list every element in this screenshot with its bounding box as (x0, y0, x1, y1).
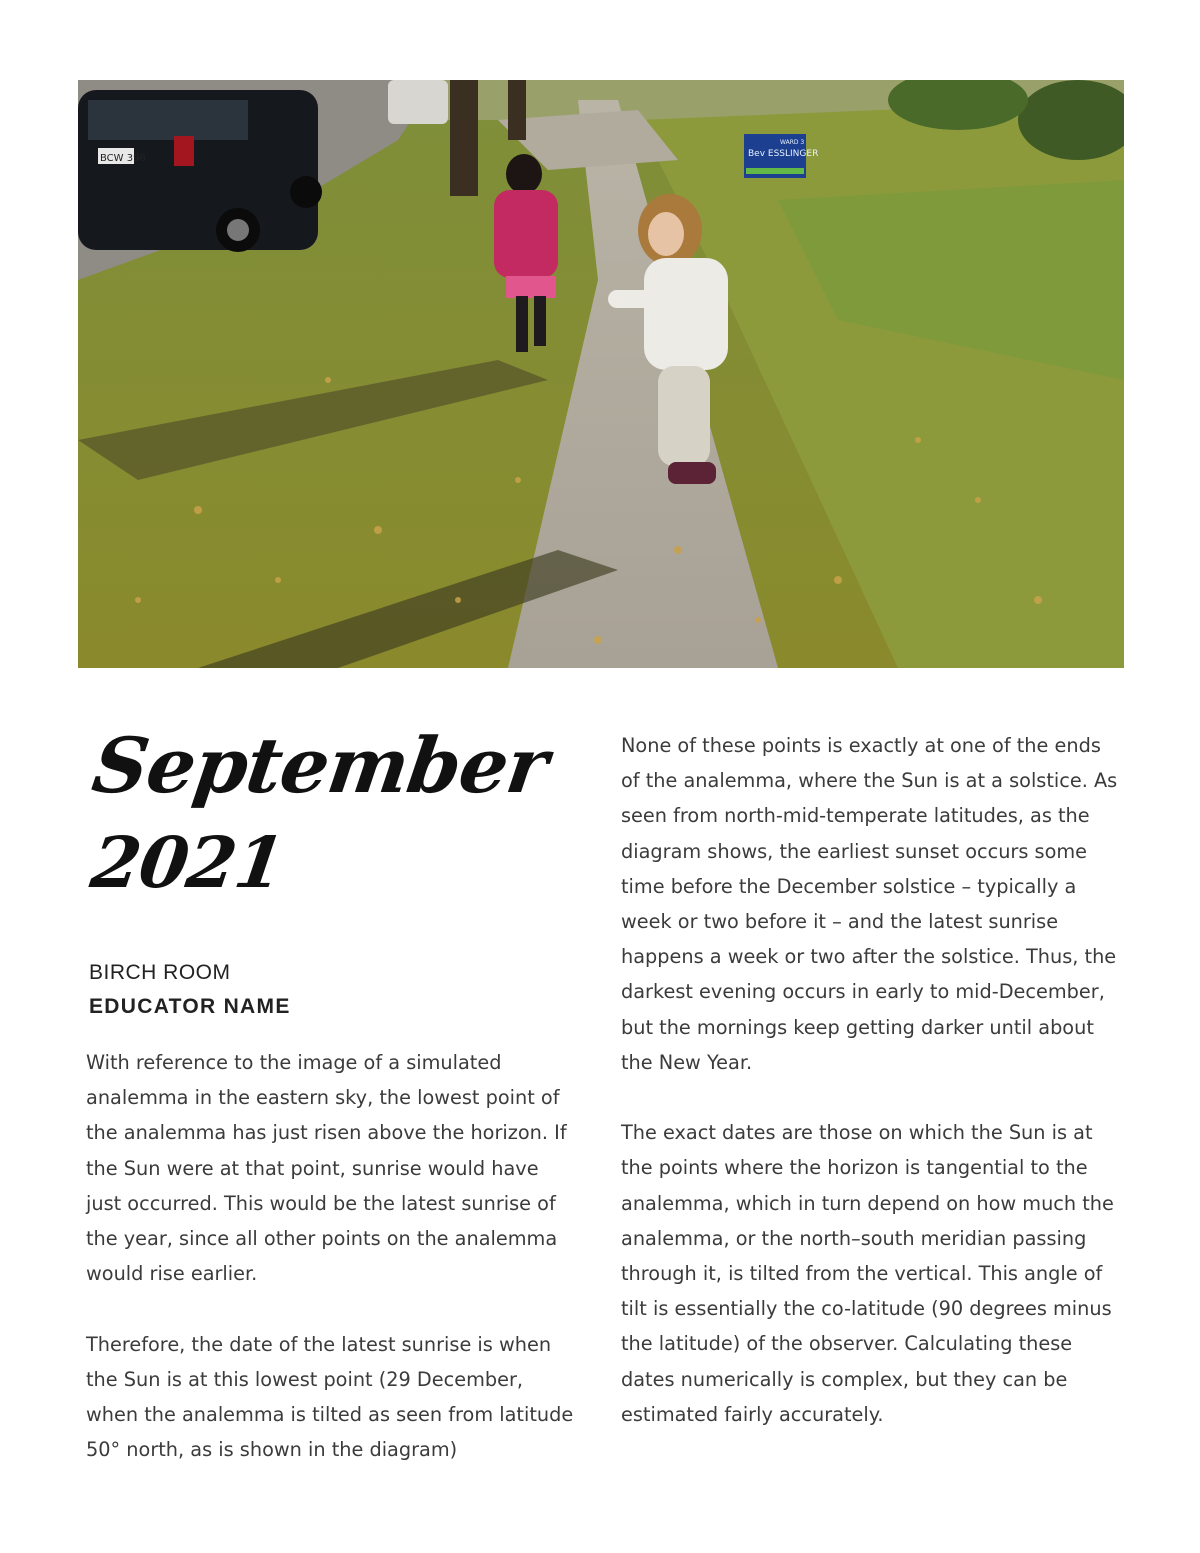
parked-car (78, 90, 322, 252)
right-paragraph-2: The exact dates are those on which the Sun is at the points where the horizon is tangential to the analemma, which in turn depend on how much the analemma, or the north–south meridian passing through it, is tilted from the vertical. This angle of tilt is essentially the co-latitude (90 degrees minus the latitude) of the observer. Calculating these dates numerically is complex, but they can be estimated fairly accurately. (621, 1121, 1114, 1426)
title-month: September (87, 721, 553, 810)
room-name: BIRCH ROOM (89, 961, 231, 984)
right-column (621, 728, 1121, 1467)
license-plate: BCW 398 (100, 153, 146, 164)
left-column (86, 1045, 576, 1503)
page-title (86, 712, 553, 906)
right-paragraph-1: None of these points is exactly at one of the ends of the analemma, where the Sun is at a solstice. As seen from north-mid-temperate latitudes, as the diagram shows, the earliest sunset occurs some time before the December solstice – typically a week or two before it – and the latest sunrise happens a week or two after the solstice. Thus, the darkest evening occurs in early to mid-December, but the mornings keep getting darker until about the New Year. (621, 734, 1118, 1074)
hero-photo (78, 80, 1124, 668)
left-paragraph-1: With reference to the image of a simulated analemma in the eastern sky, the lowest point of the analemma has just risen above the horizon. If the Sun were at that point, sunrise would have just occurred. This would be the latest sunrise of the year, since all other points on the analemma would rise earlier. (86, 1051, 567, 1286)
title-year: 2021 (86, 821, 289, 904)
educator-name: EDUCATOR NAME (89, 995, 291, 1018)
photo-children-leaves (78, 80, 1124, 668)
left-paragraph-2: Therefore, the date of the latest sunrise is when the Sun is at this lowest point (29 December, when the analemma is tilted as seen from latitude 50° north, as is shown in the diagram) (86, 1332, 574, 1462)
sign-name: Bev ESSLINGER (748, 149, 819, 159)
room-info (89, 956, 291, 1024)
sign-ward: WARD 3 (780, 139, 805, 146)
